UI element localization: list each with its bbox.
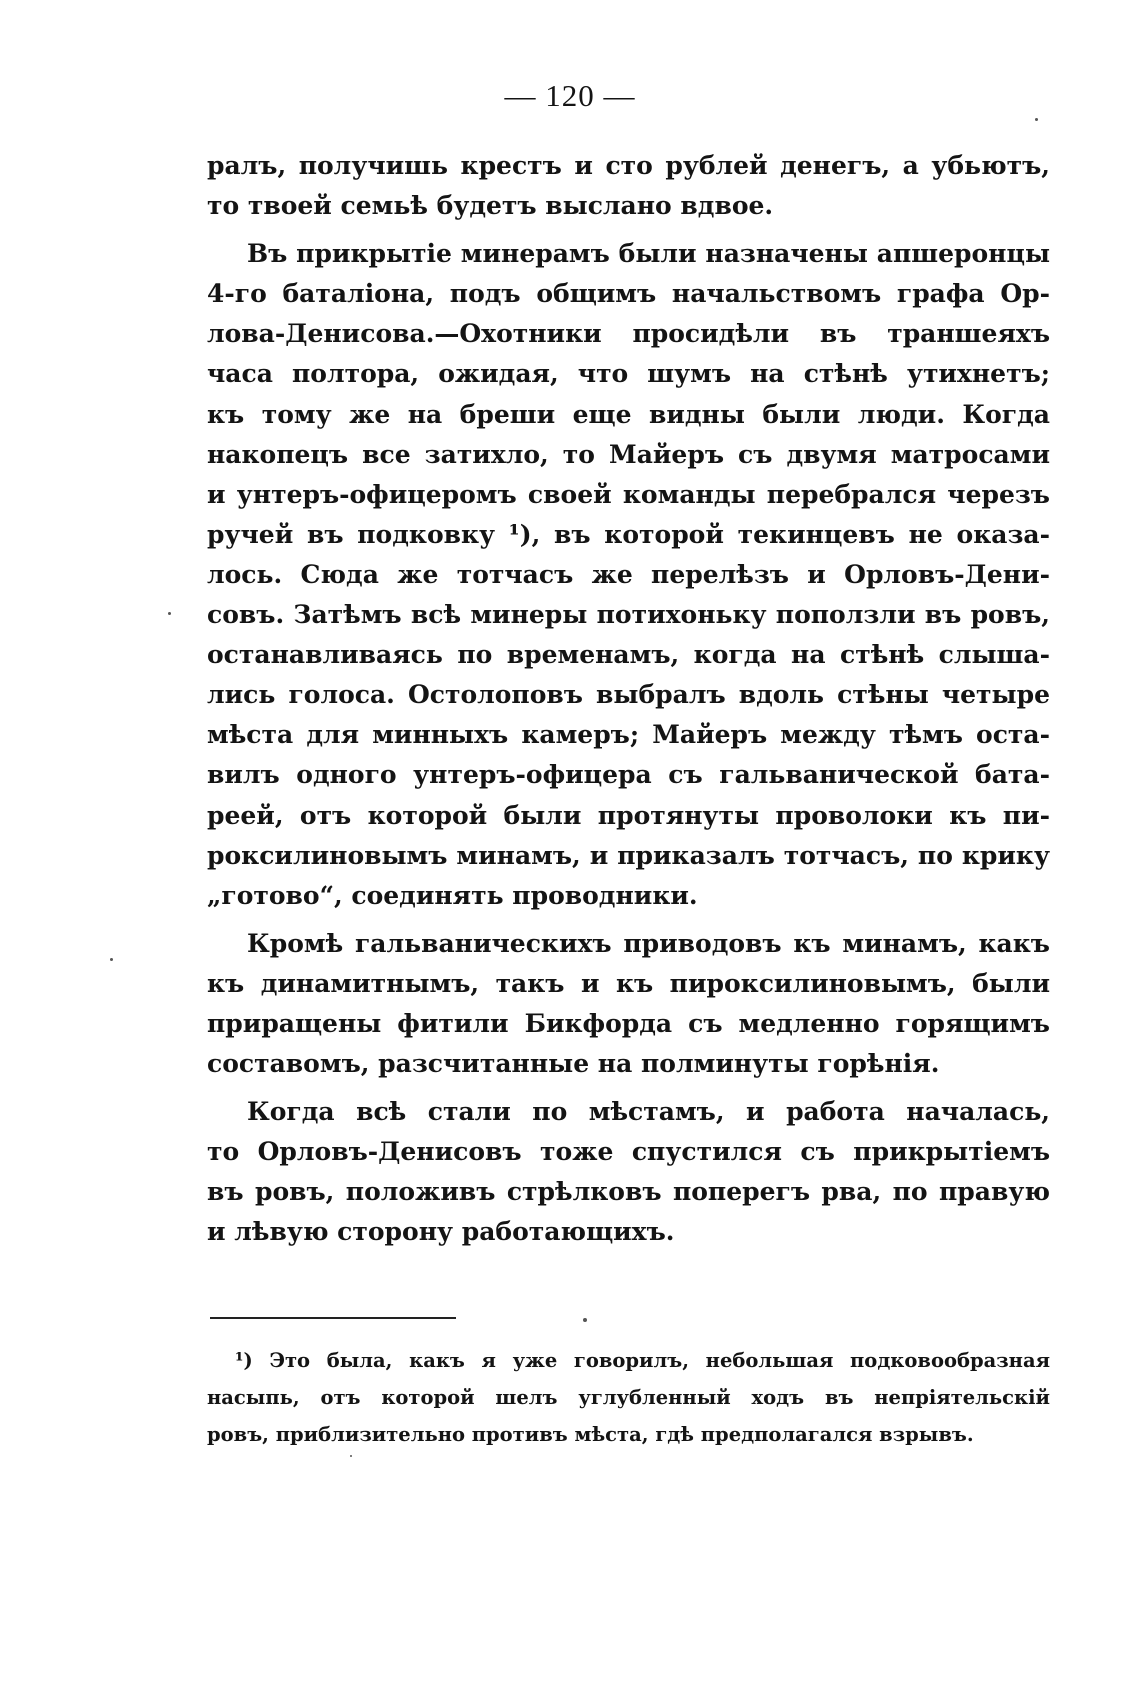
- footnote-line: ¹) Это была, какъ я уже говорилъ, небольшая подковообразная: [235, 1349, 1050, 1372]
- footnote-line: ровъ, приблизительно противъ мѣста, гдѣ предполагался взрывъ.: [207, 1423, 974, 1446]
- text-line: „готово“, соединять проводники.: [207, 880, 698, 910]
- text-line: Кромѣ гальваническихъ приводовъ къ минамъ, какъ: [247, 928, 1050, 958]
- text-line: накопецъ все затихло, то Майеръ съ двумя матросами: [207, 439, 1050, 469]
- text-line: лись голоса. Остолоповъ выбралъ вдоль стѣны четыре: [207, 680, 1050, 710]
- print-speck: [110, 958, 113, 961]
- print-speck: [168, 612, 171, 615]
- text-line: ралъ, получишь крестъ и сто рублей денегъ, а убьютъ,: [207, 151, 1050, 180]
- text-line: къ тому же на бреши еще видны были люди. Когда: [207, 399, 1050, 429]
- text-line: вилъ одного унтеръ-офицера съ гальванической бата-: [207, 760, 1050, 790]
- text-line: лось. Сюда же тотчасъ же перелѣзъ и Орловъ-Дени-: [207, 559, 1050, 589]
- text-line: и лѣвую сторону работающихъ.: [207, 1217, 675, 1247]
- text-line: лова-Денисова.—Охотники просидѣли въ траншеяхъ: [207, 319, 1050, 349]
- page-number: — 120 —: [504, 78, 636, 113]
- footnote-line: насыпь, отъ которой шелъ углубленный ходъ въ непріятельскій: [207, 1386, 1050, 1409]
- print-speck: [350, 1455, 352, 1457]
- text-line: къ динамитнымъ, такъ и къ пироксилиновымъ, были: [207, 968, 1050, 998]
- text-line: 4-го баталіона, подъ общимъ начальствомъ графа Ор-: [207, 279, 1050, 309]
- footnote-divider: [210, 1317, 456, 1319]
- footnote: [207, 1342, 1050, 1453]
- paragraph-4: [207, 1092, 1050, 1252]
- text-line: то твоей семьѣ будетъ выслано вдвое.: [207, 191, 774, 221]
- text-line: часа полтора, ожидая, что шумъ на стѣнѣ утихнетъ;: [207, 359, 1050, 389]
- print-speck: [583, 1318, 587, 1322]
- text-line: то Орловъ-Денисовъ тоже спустился съ прикрытіемъ: [207, 1137, 1050, 1167]
- text-line: въ ровъ, положивъ стрѣлковъ поперегъ рва, по правую: [207, 1177, 1050, 1207]
- paragraph-3: [207, 924, 1050, 1084]
- text-line: совъ. Затѣмъ всѣ минеры потихоньку поползли въ ровъ,: [207, 600, 1050, 630]
- text-line: роксилиновымъ минамъ, и приказалъ тотчасъ, по крику: [207, 840, 1050, 870]
- text-line: реей, отъ которой были протянуты проволоки къ пи-: [207, 800, 1050, 830]
- main-text: [207, 146, 1050, 1261]
- text-line: Когда всѣ стали по мѣстамъ, и работа началась,: [247, 1097, 1050, 1127]
- text-line: и унтеръ-офицеромъ своей команды перебрался черезъ: [207, 479, 1050, 509]
- text-line: составомъ, разсчитанные на полминуты горѣнія.: [207, 1049, 940, 1079]
- text-line: Въ прикрытіе минерамъ были назначены апшеронцы: [247, 239, 1050, 269]
- text-line: ручей въ подковку ¹), въ которой текинцевъ не оказа-: [207, 519, 1050, 549]
- text-line: мѣста для минныхъ камеръ; Майеръ между тѣмъ оста-: [207, 720, 1050, 750]
- text-line: приращены фитили Бикфорда съ медленно горящимъ: [207, 1008, 1050, 1038]
- print-speck: [1035, 118, 1038, 121]
- paragraph-1: [207, 146, 1050, 226]
- text-line: останавливаясь по временамъ, когда на стѣнѣ слыша-: [207, 640, 1050, 670]
- paragraph-2: [207, 234, 1050, 916]
